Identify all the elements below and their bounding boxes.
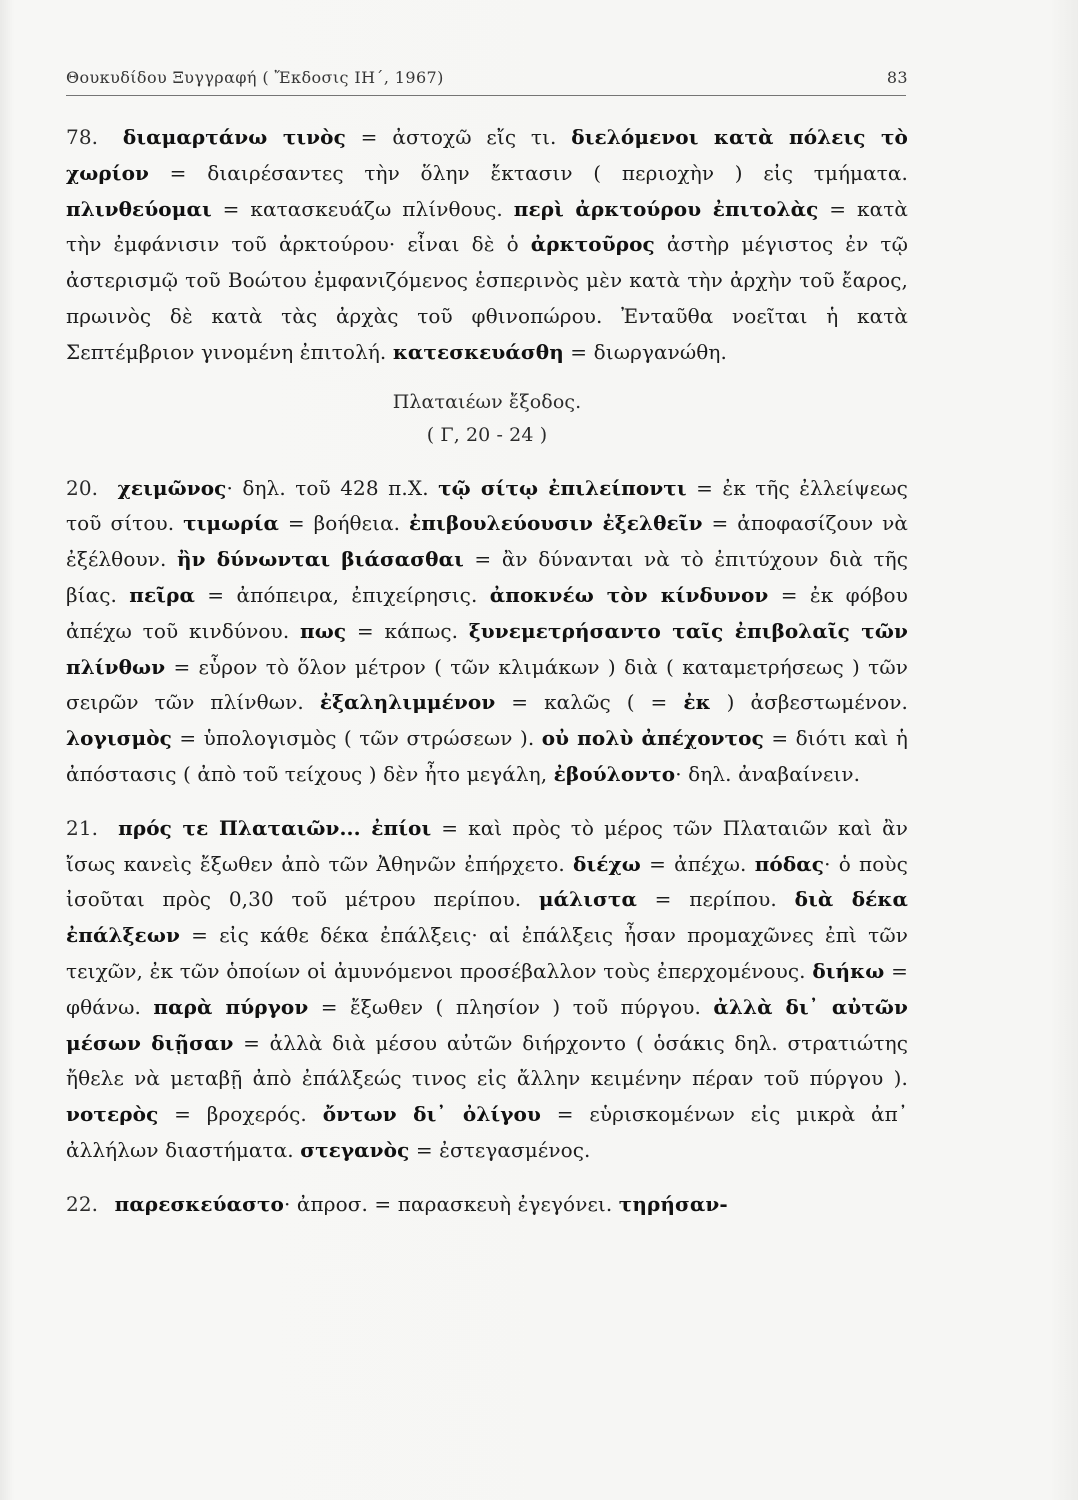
running-header [66, 60, 908, 94]
term: διήκω [812, 958, 885, 983]
term: οὐ πολὺ ἀπέχοντος [541, 726, 764, 751]
paragraph-number: 21. [66, 815, 99, 840]
term: πόδας [754, 851, 825, 876]
gloss: = ἂν δύνανται νὰ τὸ ἐπιτύχουν διὰ τῆς βίας. [66, 547, 909, 607]
gloss: = διότι καὶ ἡ ἀπόστασις ( ἀπὸ τοῦ τείχους ) δὲν ἦτο μεγάλη, [66, 726, 908, 786]
term: ἐβούλοντο [553, 761, 676, 786]
gloss: = διαιρέσαντες τὴν ὅλην ἔκτασιν ( περιοχὴν ) εἰς τμήματα. [149, 160, 908, 185]
gloss: = καὶ πρὸς τὸ μέρος τῶν Πλαταιῶν καὶ ἂν ἴσως κανεὶς ἔξωθεν ἀπὸ τῶν Ἀθηνῶν ἐπήρχετο. [66, 815, 908, 876]
term: ἀποκνέω τὸν κίνδυνον [489, 582, 769, 607]
term: λογισμὸς [66, 726, 172, 751]
term: διὰ δέκα ἐπάλξεων [66, 887, 908, 948]
gloss: = ἐστεγασμένος. [409, 1137, 591, 1162]
gloss: = κατὰ τὴν ἐμφάνισιν τοῦ ἀρκτούρου· εἶναι δὲ ὁ [66, 196, 908, 257]
term: ἐπιβουλεύουσιν ἐξελθεῖν [409, 511, 703, 536]
gloss: · δηλ. τοῦ 428 π.Χ. [226, 475, 439, 500]
gloss: = ἐκ τῆς ἐλλείψεως τοῦ σίτου. [66, 475, 908, 536]
term: πως [300, 618, 347, 643]
gloss: · ἀπροσ. = παρασκευὴ ἐγεγόνει. [283, 1191, 619, 1216]
gloss: = διωργανώθη. [563, 339, 727, 364]
term: τῷ σίτῳ ἐπιλείποντι [438, 475, 687, 500]
term: διαμαρτάνω τινὸς [122, 125, 346, 149]
page-body [66, 120, 908, 1223]
term: διελόμενοι κατὰ πόλεις τὸ χωρίον [66, 125, 908, 185]
gloss: = ἀπόπειρα, ἐπιχείρησις. [194, 582, 490, 607]
term: ἐξαληλιμμένον [319, 690, 496, 715]
gloss: = βοήθεια. [278, 511, 410, 536]
paragraph-number: 22. [66, 1191, 99, 1216]
gloss: = βροχερός. [158, 1102, 323, 1127]
gloss: = εἰς κάθε δέκα ἐπάλξεις· αἱ ἐπάλξεις ἦσαν προμαχῶνες ἐπὶ τῶν τειχῶν, ἐκ τῶν ὁποίων οἱ ἀμυνόμενοι προσέβαλλον τοὺς ἐπερχομένους. [66, 923, 908, 983]
term: ἀρκτοῦρος [530, 232, 655, 257]
gloss: = περίπου. [636, 887, 795, 912]
gloss: = εὑρισκομένων εἰς μικρὰ ἀπ᾽ ἀλλήλων διαστήματα. [66, 1102, 908, 1162]
term: στεγανὸς [300, 1137, 410, 1162]
term: πεῖρα [129, 582, 195, 607]
gloss: = ἀπέχω. [640, 851, 755, 876]
term: περὶ ἀρκτούρου ἐπιτολὰς [513, 196, 819, 221]
gloss: ἀστὴρ μέγιστος ἐν τῷ ἀστερισμῷ τοῦ Βοώτου ἐμφανιζόμενος ἑσπερινὸς μὲν κατὰ τὴν ἀρχὴν τοῦ ἔαρος, πρωινὸς δὲ κατὰ τὰς ἀρχὰς τοῦ φθινοπώρου. Ἐνταῦθα νοεῖται ἡ κατὰ Σεπτέμβριον γινομένη ἐπιτολή. [66, 232, 908, 364]
term: ξυνεμετρήσαντο ταῖς ἐπιβολαῖς τῶν πλίνθων [66, 618, 908, 679]
term: πρός τε Πλαταιῶν... ἐπίοι [118, 815, 432, 840]
gloss: = ἀστοχῶ εἴς τι. [345, 125, 572, 149]
gloss: = κατασκευάζω πλίνθους. [211, 196, 514, 221]
paragraph-22 [66, 1187, 908, 1223]
section-heading: Πλαταιέων ἔξοδος. [392, 390, 582, 413]
term: ὄντων δι᾽ ὀλίγου [322, 1102, 541, 1127]
gloss: ) ἀσβεστωμένον. [710, 690, 908, 715]
running-title: Θουκυδίδου Ξυγγραφή ( Ἔκδοσις ΙΗ΄, 1967) [66, 68, 444, 87]
term: τηρήσαν- [618, 1191, 728, 1216]
term: παρεσκεύαστο [114, 1191, 284, 1216]
term: πλινθεύομαι [66, 196, 212, 221]
term: μάλιστα [538, 887, 637, 912]
paragraph-number: 78. [66, 125, 99, 149]
term: παρὰ πύργον [153, 994, 309, 1019]
gloss: = ἔξωθεν ( πλησίον ) τοῦ πύργου. [308, 994, 714, 1019]
page-number: 83 [886, 68, 908, 87]
paragraph-number: 20. [66, 475, 99, 500]
section-reference: ( Γ, 20 - 24 ) [426, 423, 548, 446]
gloss: = φθάνω. [66, 958, 908, 1019]
gloss: = εὗρον τὸ ὅλον μέτρον ( τῶν κλιμάκων ) διὰ ( καταμετρήσεως ) τῶν σειρῶν τῶν πλίνθων. [66, 654, 908, 715]
term: νοτερὸς [66, 1102, 159, 1127]
term: διέχω [573, 851, 641, 876]
term: ἢν δύνωνται βιάσασθαι [177, 547, 464, 572]
header-rule [66, 95, 906, 96]
gloss: = καλῶς ( = [495, 690, 684, 715]
term: ἐκ [683, 690, 711, 715]
term: κατεσκευάσθη [392, 339, 564, 364]
term: τιμωρία [183, 511, 279, 536]
gloss: · δηλ. ἀναβαίνειν. [675, 761, 861, 786]
term: χειμῶνος [117, 475, 227, 500]
gloss: = ὑπολογισμὸς ( τῶν στρώσεων ). [171, 726, 542, 751]
term: ἀλλὰ δι᾽ αὐτῶν μέσων διῇσαν [66, 994, 908, 1055]
gloss: = ἀποφασίζουν νὰ ἐξέλθουν. [66, 511, 908, 572]
paragraph-21 [66, 811, 908, 1169]
gloss: · ὁ ποὺς ἰσοῦται πρὸς 0,30 τοῦ μέτρου περίπου. [66, 851, 908, 912]
gloss: = ἐκ φόβου ἀπέχω τοῦ κινδύνου. [66, 582, 908, 643]
paragraph-78 [66, 120, 908, 371]
paragraph-20 [66, 471, 908, 793]
gloss: = ἀλλὰ διὰ μέσου αὐτῶν διήρχοντο ( ὁσάκις δηλ. στρατιώτης ἤθελε νὰ μεταβῇ ἀπὸ ἐπάλξεώς τινος εἰς ἄλλην κειμένην πέραν τοῦ πύργου ). [66, 1030, 908, 1091]
gloss: = κάπως. [346, 618, 469, 643]
